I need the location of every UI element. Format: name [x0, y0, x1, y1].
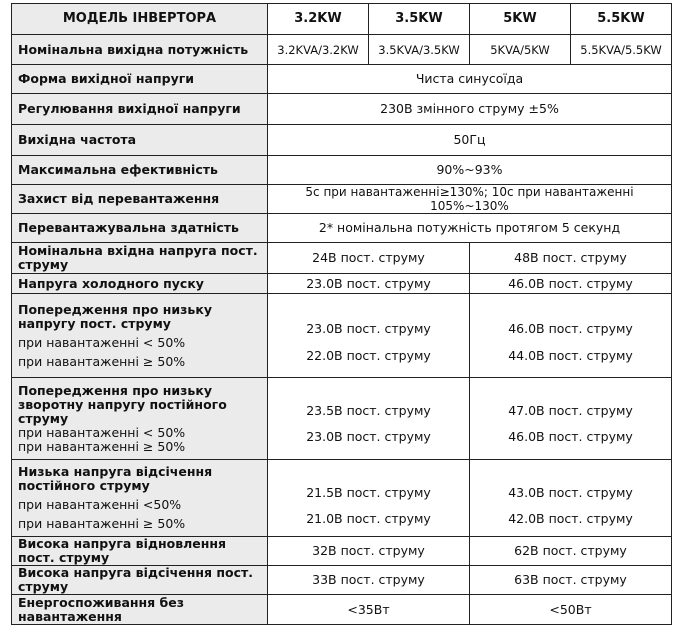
value-ge-50: 42.0В пост. струму [508, 511, 633, 526]
row-low-dc-warning-return [12, 378, 672, 460]
row-label: Висока напруга відсічення пост. струму [12, 566, 268, 595]
row-label-cell [12, 294, 268, 378]
row-label-cell [12, 378, 268, 460]
value-cell-low: 32В пост. струму [268, 537, 470, 566]
row-label: Низька напруга відсічення постійного струму [18, 464, 213, 493]
value-cell: 230В змінного струму ±5% [268, 94, 672, 125]
row-label: Захист від перевантаження [12, 185, 268, 214]
header-row [12, 4, 672, 35]
value-cell-high: 63В пост. струму [470, 566, 672, 595]
value-lt-50: 23.0В пост. струму [306, 321, 431, 336]
model-label-cell: МОДЕЛЬ ІНВЕРТОРА [12, 4, 268, 35]
value-cell-low: 33В пост. струму [268, 566, 470, 595]
row-output-voltage-regulation [12, 94, 672, 125]
row-label: Номінальна вхідна напруга пост. струму [12, 243, 268, 274]
value-lt-50: 23.5В пост. струму [306, 402, 431, 418]
value-cell-high: 46.0В пост. струму [470, 274, 672, 294]
value-cell-low: 24В пост. струму [268, 243, 470, 274]
sub-label-ge-50: при навантаженні ≥ 50% [18, 516, 186, 531]
value-lt-50: 43.0В пост. струму [508, 485, 633, 500]
value-cell: 2* номінальна потужність протягом 5 секунд [268, 214, 672, 243]
row-label: Максимальна ефективність [12, 156, 268, 185]
value-cell: 3.5KVA/3.5KW [369, 35, 470, 65]
row-cold-start-voltage [12, 274, 672, 294]
value-cell: 5KVA/5KW [470, 35, 571, 65]
sub-label-lt-50: при навантаженні <50% [18, 497, 182, 512]
row-no-load-consumption [12, 595, 672, 625]
row-label: Висока напруга відновлення пост. струму [12, 537, 268, 566]
row-label: Перевантажувальна здатність [12, 214, 268, 243]
value-cell-low [268, 294, 470, 378]
row-low-dc-warning [12, 294, 672, 378]
row-rated-output-power [12, 35, 672, 65]
model-header-5kw: 5KW [470, 4, 571, 35]
row-label: Вихідна частота [12, 125, 268, 156]
value-lt-50: 47.0В пост. струму [508, 402, 633, 418]
value-cell-high [470, 294, 672, 378]
row-surge-capacity [12, 214, 672, 243]
inverter-spec-table [11, 3, 672, 625]
value-cell-low [268, 460, 470, 537]
row-output-waveform [12, 65, 672, 94]
value-cell: 90%~93% [268, 156, 672, 185]
sub-label-ge-50: при навантаженні ≥ 50% [18, 438, 186, 454]
row-high-dc-recovery [12, 537, 672, 566]
row-high-dc-cutoff [12, 566, 672, 595]
model-header-3-2kw: 3.2KW [268, 4, 369, 35]
row-label: Попередження про низьку напругу пост. струму [18, 301, 212, 331]
value-lt-50: 46.0В пост. струму [508, 321, 633, 336]
sub-label-lt-50: при навантаженні < 50% [18, 334, 186, 350]
value-lt-50: 21.5В пост. струму [306, 485, 431, 500]
value-cell: 3.2KVA/3.2KW [268, 35, 369, 65]
value-cell: Чиста синусоїда [268, 65, 672, 94]
value-cell-low: 23.0В пост. струму [268, 274, 470, 294]
value-ge-50: 22.0В пост. струму [306, 348, 431, 363]
row-label: Попередження про низьку зворотну напругу постійного струму [18, 382, 227, 426]
row-low-dc-cutoff [12, 460, 672, 537]
value-ge-50: 46.0В пост. струму [508, 428, 633, 444]
value-cell-high [470, 378, 672, 460]
row-label-cell [12, 460, 268, 537]
row-overload-protection [12, 185, 672, 214]
value-cell-high [470, 460, 672, 537]
value-cell: 5.5KVA/5.5KW [571, 35, 672, 65]
model-header-5-5kw: 5.5KW [571, 4, 672, 35]
row-peak-efficiency [12, 156, 672, 185]
value-cell-high: 62В пост. струму [470, 537, 672, 566]
row-output-frequency [12, 125, 672, 156]
row-label: Регулювання вихідної напруги [12, 94, 268, 125]
row-nominal-dc-input [12, 243, 672, 274]
value-cell-high: 48В пост. струму [470, 243, 672, 274]
row-label: Номінальна вихідна потужність [12, 35, 268, 65]
value-ge-50: 21.0В пост. струму [306, 511, 431, 526]
row-label: Напруга холодного пуску [12, 274, 268, 294]
row-label: Енергоспоживання без навантаження [12, 595, 268, 625]
value-cell: 50Гц [268, 125, 672, 156]
model-header-3-5kw: 3.5KW [369, 4, 470, 35]
value-cell-high: <50Вт [470, 595, 672, 625]
value-cell-low [268, 378, 470, 460]
value-ge-50: 44.0В пост. струму [508, 348, 633, 363]
value-ge-50: 23.0В пост. струму [306, 428, 431, 444]
row-label: Форма вихідної напруги [12, 65, 268, 94]
value-cell-low: <35Вт [268, 595, 470, 625]
value-cell: 5с при навантаженні≥130%; 10с при навантаженні 105%~130% [268, 185, 672, 214]
sub-label-ge-50: при навантаженні ≥ 50% [18, 353, 186, 369]
sub-label-lt-50: при навантаженні < 50% [18, 424, 186, 440]
